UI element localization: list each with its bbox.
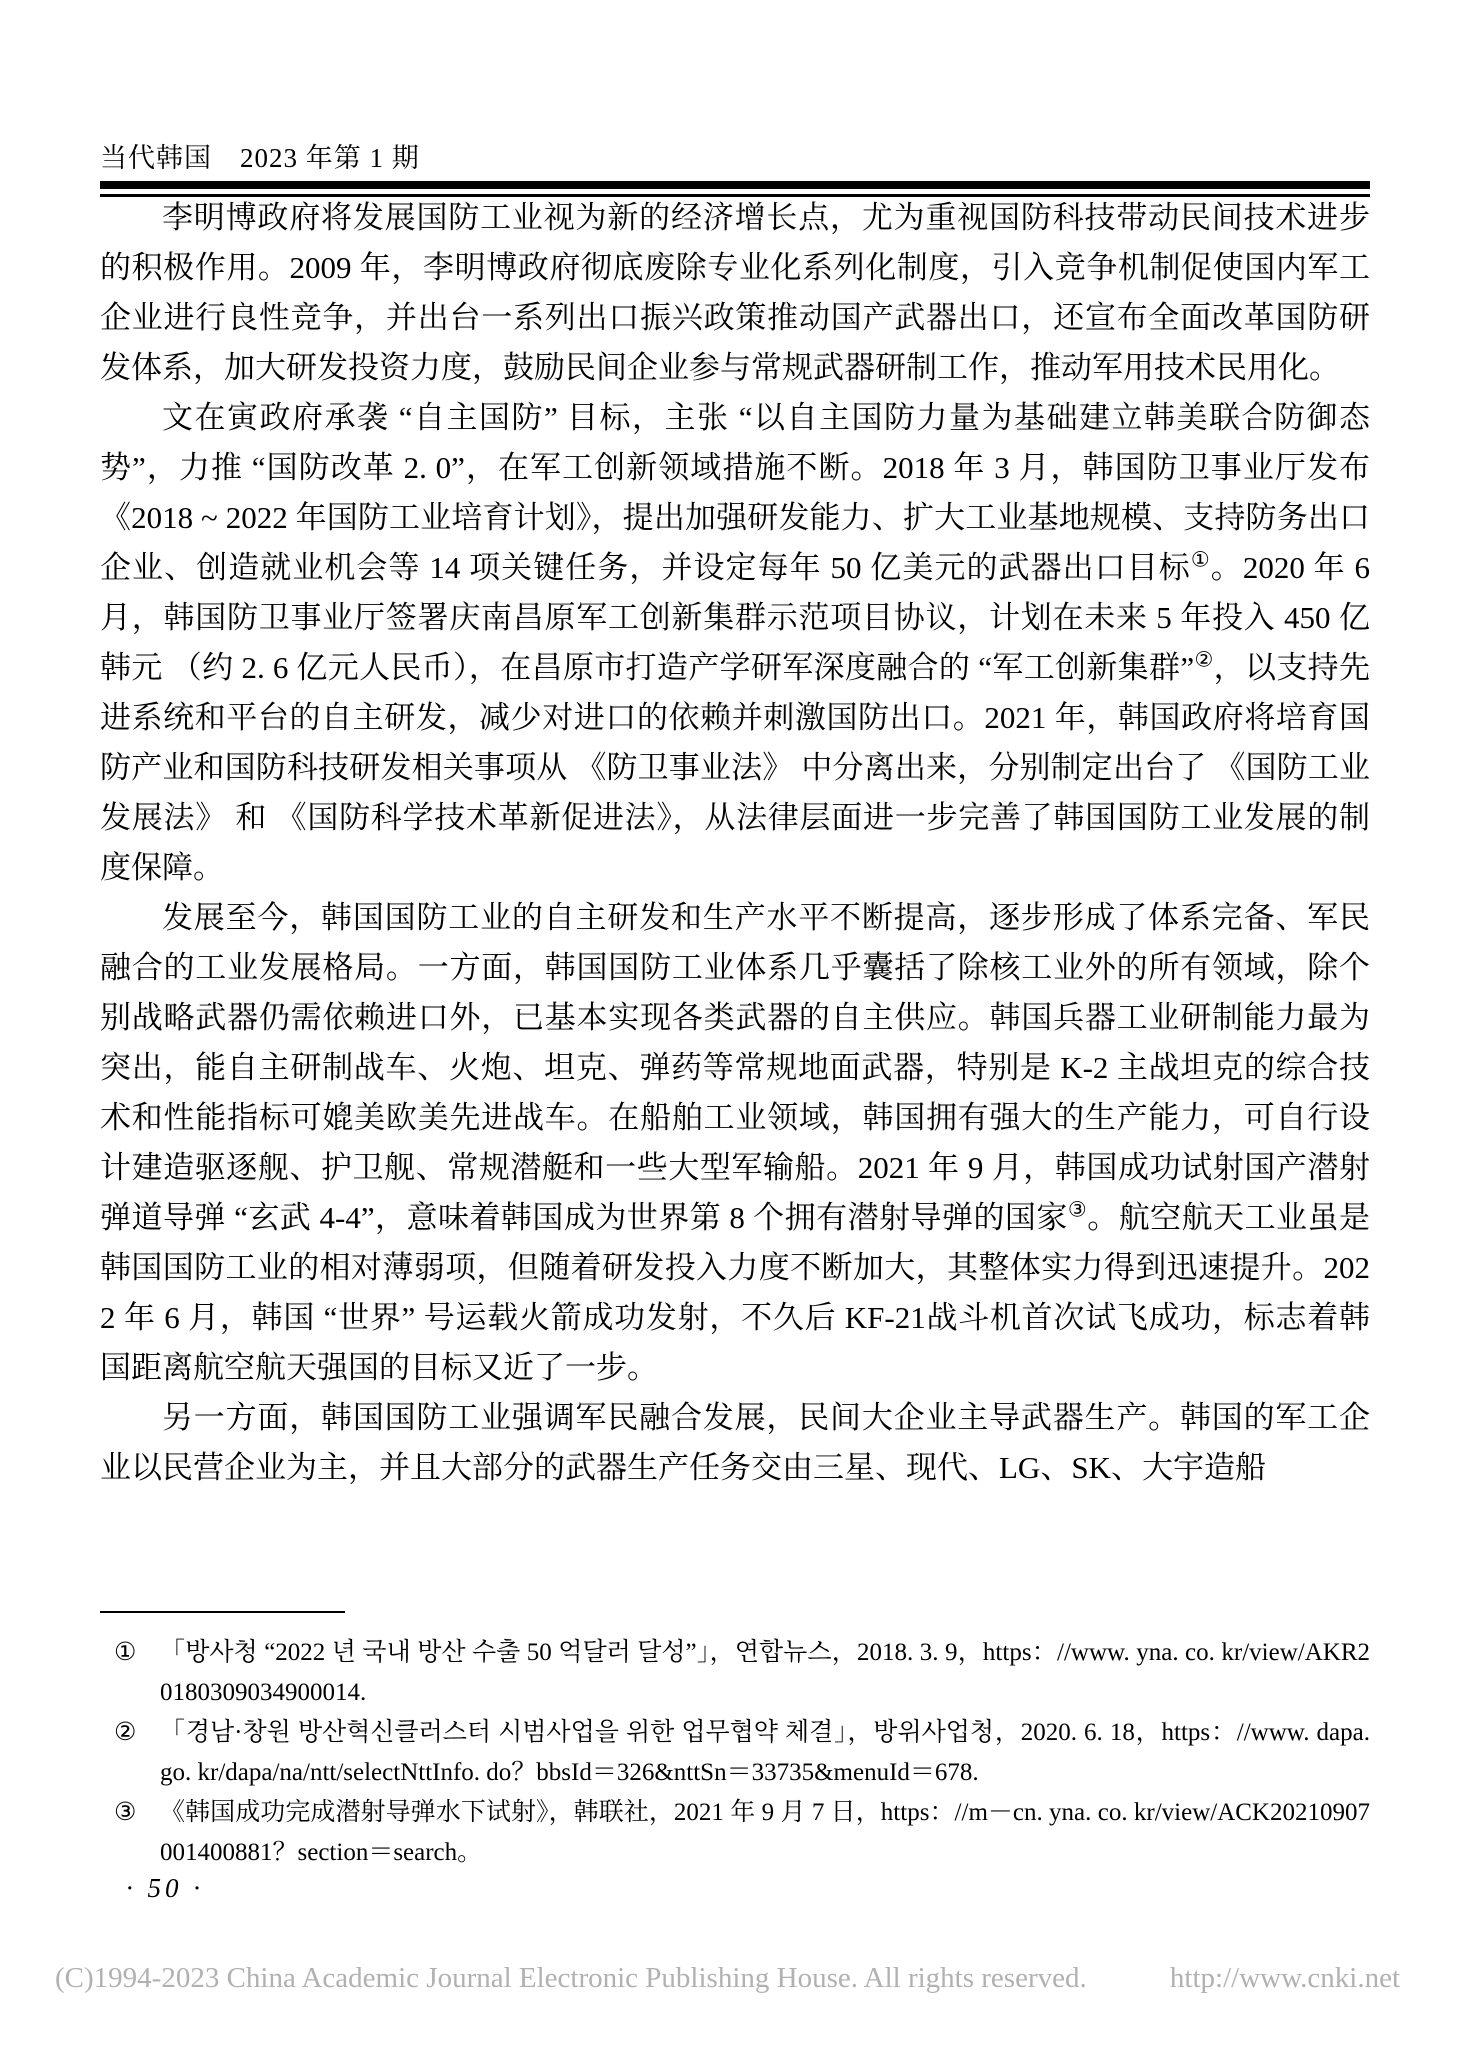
article-body	[100, 193, 1370, 1493]
footer-url: http://www.cnki.net	[1169, 1962, 1400, 1994]
footnote-marker: ①	[114, 1639, 137, 1666]
body-paragraph: 另一方面，韩国国防工业强调军民融合发展，民间大企业主导武器生产。韩国的军工企业以民营企业为主，并且大部分的武器生产任务交由三星、现代、LG、SK、大宇造船	[100, 1400, 1370, 1485]
journal-title-issue: 当代韩国 2023 年第 1 期	[100, 143, 420, 173]
body-paragraph: 文在寅政府承袭 “自主国防” 目标，主张 “以自主国防力量为基础建立韩美联合防御态势”，力推 “国防改革 2. 0”，在军工创新领域措施不断。2018 年 3 月，韩国防卫事业厅发布 《2018 ~ 2022 年国防工业培育计划》，提出加强研发能力、扩大工业基地规模、支持防务出口企业、创造就业机会等 14 项关键任务，并设定每年 50 亿美元的武器出口目标①。2020 年 6 月，韩国防卫事业厅签署庆南昌原军工创新集群示范项目协议，计划在未来 5 年投入 450 亿韩元 （约 2. 6 亿元人民币），在昌原市打造产学研军深度融合的 “军工创新集群”②，以支持先进系统和平台的自主研发，减少对进口的依赖并刺激国防出口。2021 年，韩国政府将培育国防产业和国防科技研发相关事项从 《防卫事业法》 中分离出来，分别制定出台了 《国防工业发展法》 和 《国防科学技术革新促进法》，从法律层面进一步完善了韩国国防工业发展的制度保障。	[100, 400, 1371, 885]
body-paragraph: 李明博政府将发展国防工业视为新的经济增长点，尤为重视国防科技带动民间技术进步的积极作用。2009 年，李明博政府彻底废除专业化系列化制度，引入竞争机制促使国内军工企业进行良性竞争，并出台一系列出口振兴政策推动国产武器出口，还宣布全面改革国防研发体系，加大研发投资力度，鼓励民间企业参与常规武器研制工作，推动军用技术民用化。	[100, 200, 1370, 385]
footnote-item	[100, 1633, 1370, 1713]
body-paragraph: 发展至今，韩国国防工业的自主研发和生产水平不断提高，逐步形成了体系完备、军民融合的工业发展格局。一方面，韩国国防工业体系几乎囊括了除核工业外的所有领域，除个别战略武器仍需依赖进口外，已基本实现各类武器的自主供应。韩国兵器工业研制能力最为突出，能自主研制战车、火炮、坦克、弹药等常规地面武器，特别是 K-2 主战坦克的综合技术和性能指标可媲美欧美先进战车。在船舶工业领域，韩国拥有强大的生产能力，可自行设计建造驱逐舰、护卫舰、常规潜艇和一些大型军输船。2021 年 9 月，韩国成功试射国产潜射弹道导弹 “玄武 4-4”，意味着韩国成为世界第 8 个拥有潜射导弹的国家③。航空航天工业虽是韩国国防工业的相对薄弱项，但随着研发投入力度不断加大，其整体实力得到迅速提升。2022 年 6 月，韩国 “世界” 号运载火箭成功发射，不久后 KF-21战斗机首次试飞成功，标志着韩国距离航空航天强国的目标又近了一步。	[100, 900, 1370, 1385]
footnote-text: 《韩国成功完成潜射导弹水下试射》，韩联社，2021 年 9 月 7 日，https：//m－cn. yna. co. kr/view/ACK20210907001400881？section＝search。	[160, 1799, 1370, 1866]
footnote-separator	[100, 1611, 345, 1613]
footnote-item	[100, 1793, 1370, 1873]
footnote-marker: ③	[114, 1799, 137, 1826]
header-rule-thick	[100, 181, 1370, 189]
footnote-text: 「경남·창원 방산혁신클러스터 시범사업을 위한 업무협약 체결」，방위사업청，2020. 6. 18，https：//www. dapa. go. kr/dapa/na/ntt/selectNttInfo. do？bbsId＝326&nttSn＝33735&menuId＝678.	[160, 1719, 1370, 1786]
footnote-marker: ②	[114, 1719, 137, 1746]
journal-header	[100, 136, 420, 175]
page-number: · 50 ·	[126, 1873, 204, 1903]
footnote-item	[100, 1713, 1370, 1793]
copyright-text: (C)1994-2023 China Academic Journal Electronic Publishing House. All rights reserved.	[55, 1962, 1087, 1994]
footnotes-block	[100, 1633, 1370, 1873]
footnote-text: 「방사청 “2022 년 국내 방산 수출 50 억달러 달성”」，연합뉴스，2018. 3. 9，https：//www. yna. co. kr/view/AKR20180309034900014.	[160, 1639, 1370, 1706]
watermark-footer	[55, 1962, 1400, 1995]
